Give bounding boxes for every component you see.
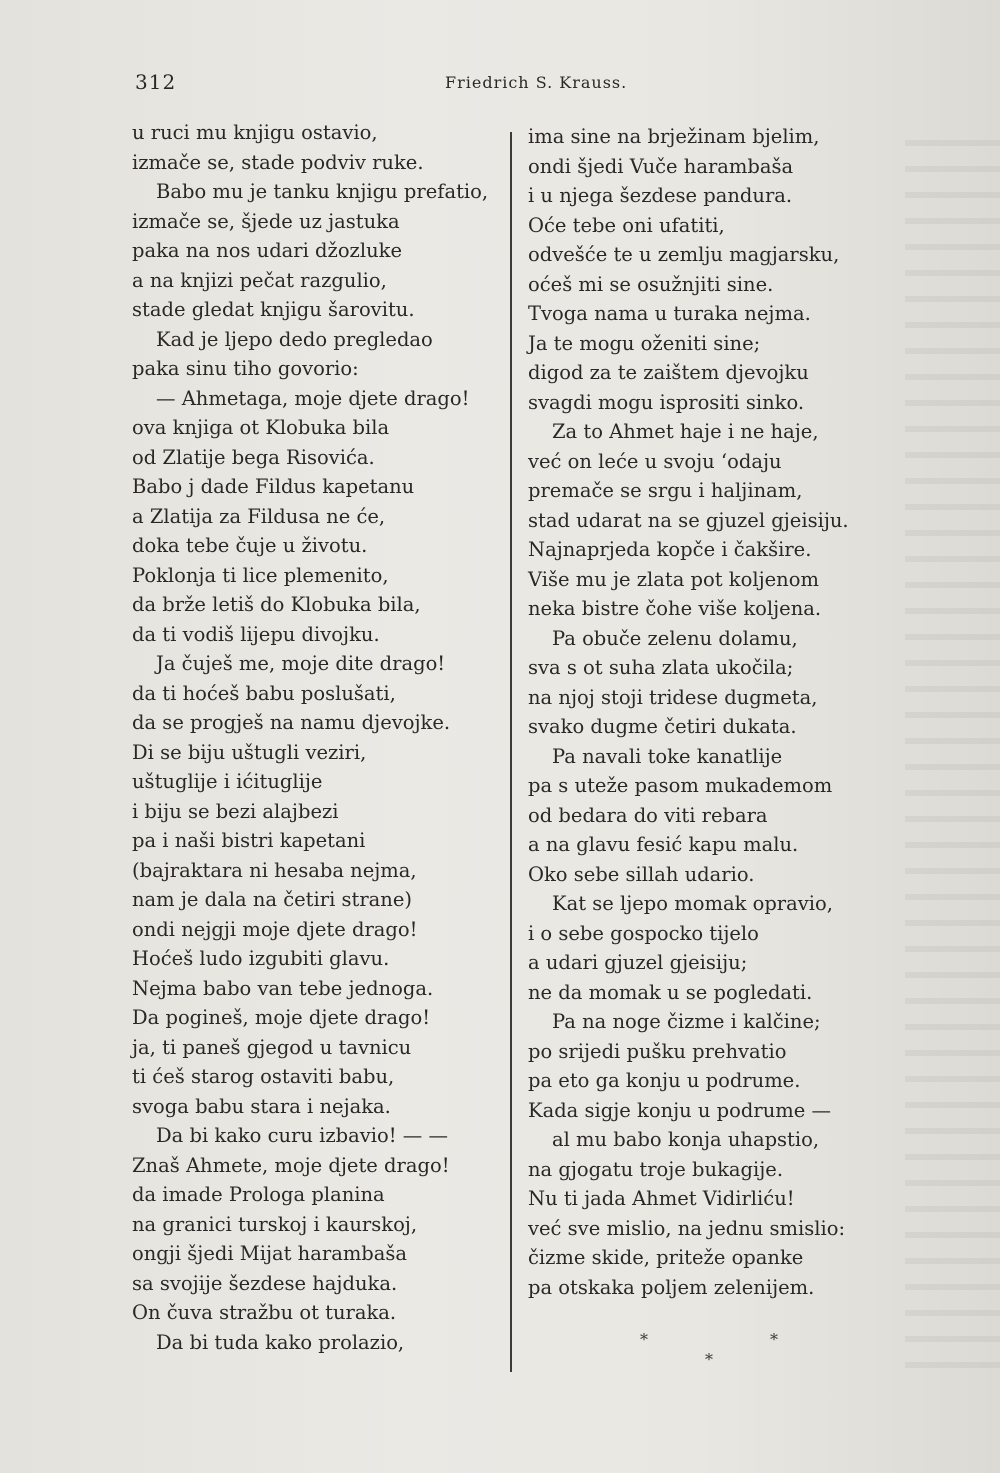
- verse-line: On čuva stražbu ot turaka.: [132, 1301, 397, 1324]
- verse-line: a udari gjuzel gjeisiju;: [528, 951, 748, 974]
- verse-line: na njoj stoji tridese dugmeta,: [528, 685, 818, 709]
- column-divider: [510, 132, 512, 1372]
- verse-line: i biju se bezi alajbezi: [132, 799, 339, 823]
- verse-line: da se progješ na namu djevojke.: [132, 711, 451, 734]
- verse-line: izmače se, stade podviv ruke.: [132, 150, 424, 174]
- verse-line: svako dugme četiri dukata.: [528, 715, 797, 738]
- verse-line: da brže letiš do Klobuka bila,: [132, 593, 421, 616]
- verse-line: al mu babo konja uhapstio,: [552, 1128, 820, 1151]
- verse-line: Više mu je zlata pot koljenom: [528, 567, 819, 591]
- asterism-star: *: [705, 1350, 713, 1369]
- verse-line: ti ćeš starog ostaviti babu,: [132, 1065, 395, 1088]
- verse-line: ima sine na brježinam bjelim,: [528, 125, 820, 148]
- verse-line: Ja čuješ me, moje dite drago!: [156, 652, 446, 675]
- verse-line: oćeš mi se osužnjiti sine.: [528, 272, 774, 296]
- verse-line: paka na nos udari džozluke: [132, 239, 402, 262]
- verse-line: Babo mu je tanku knjigu prefatio,: [156, 180, 489, 203]
- verse-line: Najnaprjeda kopče i čakšire.: [528, 538, 812, 561]
- verse-line: Pa navali toke kanatlije: [552, 744, 783, 768]
- verse-line: Znaš Ahmete, moje djete drago!: [132, 1153, 450, 1177]
- verse-line: sa svojijе šezdese hajduka.: [132, 1271, 398, 1295]
- verse-line: i o sebe gospocko tijelo: [528, 921, 759, 945]
- verse-line: po srijedi pušku prehvatio: [528, 1039, 787, 1063]
- verse-line: odvešće te u zemlju magjarsku,: [528, 243, 840, 266]
- verse-line: pa eto ga konju u podrume.: [528, 1069, 801, 1092]
- verse-line: sva s ot suha zlata ukočila;: [528, 656, 794, 679]
- verse-line: na granici turskoj i kaurskoj,: [132, 1212, 418, 1236]
- verse-line: Oće tebe oni ufatiti,: [528, 213, 725, 237]
- verse-line: da imade Prologa planina: [132, 1183, 385, 1206]
- verse-line: Pa na noge čizme i kalčine;: [552, 1010, 821, 1033]
- verse-line: — Ahmetaga, moje djete drago!: [156, 386, 470, 410]
- verse-line: Nu ti jada Ahmet Vidirliću!: [528, 1187, 795, 1210]
- asterism-star: *: [770, 1330, 778, 1349]
- verse-line: ja, ti paneš gjegod u tavnicu: [132, 1035, 412, 1059]
- verse-line: ongji šjedi Mijat harambaša: [132, 1242, 408, 1265]
- verse-line: Kat se ljepo momak opravio,: [552, 892, 833, 915]
- verse-line: Da bi tuda kako prolazio,: [156, 1330, 405, 1354]
- verse-line: Nejma babo van tebe jednoga.: [132, 976, 434, 1000]
- verse-line: pa i naši bistri kapetani: [132, 829, 366, 852]
- verse-line: da ti hoćeš babu poslušati,: [132, 681, 396, 705]
- verse-line: nam je dala na četiri strane): [132, 888, 412, 911]
- verse-line: čizme skide, priteže opanke: [528, 1246, 804, 1269]
- verse-line: a na knjizi pečat razgulio,: [132, 268, 387, 292]
- verse-line: Kad je ljepo dedo pregledao: [156, 327, 433, 351]
- verse-line: pa otskaka poljem zelenijem.: [528, 1275, 815, 1299]
- verse-line: u ruci mu knjigu ostavio,: [132, 121, 378, 144]
- verse-line: da ti vodiš lijepu divojku.: [132, 622, 380, 646]
- verse-line: od bedara do viti rebara: [528, 803, 768, 827]
- verse-line: Da pogineš, moje djete drago!: [132, 1006, 431, 1029]
- verse-line: stade gledat knjigu šarovitu.: [132, 298, 415, 321]
- verse-line: neka bistre čohe više koljena.: [528, 597, 822, 620]
- verse-line: ondi nejgji moje djete drago!: [132, 917, 418, 941]
- verse-line: a na glavu fesić kapu malu.: [528, 833, 799, 856]
- right-column: [528, 122, 849, 1302]
- verse-line: svoga babu stara i nejaka.: [132, 1094, 391, 1118]
- verse-line: pa s utеže pasom mukademom: [528, 774, 833, 797]
- page-number: 312: [135, 70, 177, 94]
- verse-line: već on leće u svoju ‘odaju: [528, 449, 782, 473]
- verse-line: doka tebe čuje u životu.: [132, 534, 368, 557]
- show-through-text: [905, 120, 1000, 1380]
- verse-line: svagdi mogu isprositi sinko.: [528, 390, 805, 414]
- verse-line: na gjogatu troje bukagije.: [528, 1157, 784, 1181]
- verse-line: Hoćeš ludo izgubiti glavu.: [132, 947, 390, 970]
- verse-line: Za to Ahmet haje i ne haje,: [552, 420, 819, 443]
- verse-line: i u njega šezdese pandura.: [528, 184, 793, 207]
- running-head: Friedrich S. Krauss.: [445, 73, 628, 92]
- verse-line: Di se biju uštugli veziri,: [132, 740, 367, 764]
- verse-line: uštuglije i ićituglije: [132, 770, 323, 793]
- verse-line: a Zlatija za Fildusa ne će,: [132, 504, 386, 528]
- verse-line: Kada sigje konju u podrume —: [528, 1098, 832, 1122]
- verse-line: ova knjiga ot Klobuka bila: [132, 416, 390, 439]
- verse-line: ondi šjedi Vuče harambaša: [528, 154, 794, 178]
- verse-line: Pa obuče zelenu dolamu,: [552, 626, 798, 650]
- verse-line: od Zlatije bega Risovića.: [132, 445, 375, 469]
- verse-line: paka sinu tiho govorio:: [132, 357, 359, 380]
- verse-line: Da bi kako curu izbavio! — —: [156, 1124, 448, 1147]
- verse-line: izmače se, šjede uz jastuka: [132, 209, 400, 233]
- verse-line: Tvoga nama u turaka nejma.: [528, 302, 811, 325]
- verse-line: stad udarat na se gjuzel gjeisiju.: [528, 508, 849, 532]
- verse-line: (bajraktara ni hesaba nejma,: [132, 858, 417, 882]
- verse-line: ne da momak u se pogledati.: [528, 980, 813, 1004]
- left-column: [132, 118, 488, 1357]
- verse-line: Oko sebe sillah udario.: [528, 862, 755, 886]
- verse-line: Poklonja ti lice plemenito,: [132, 563, 389, 587]
- verse-line: već sve mislio, na jednu smislio:: [528, 1216, 846, 1240]
- asterism-star: *: [640, 1330, 648, 1349]
- verse-line: Ja te mogu oženiti sine;: [528, 331, 761, 355]
- verse-line: digod za te zaištem djevojku: [528, 361, 809, 384]
- verse-line: Babo j dade Fildus kapetanu: [132, 475, 415, 498]
- verse-line: premače se srgu i haljinam,: [528, 479, 803, 502]
